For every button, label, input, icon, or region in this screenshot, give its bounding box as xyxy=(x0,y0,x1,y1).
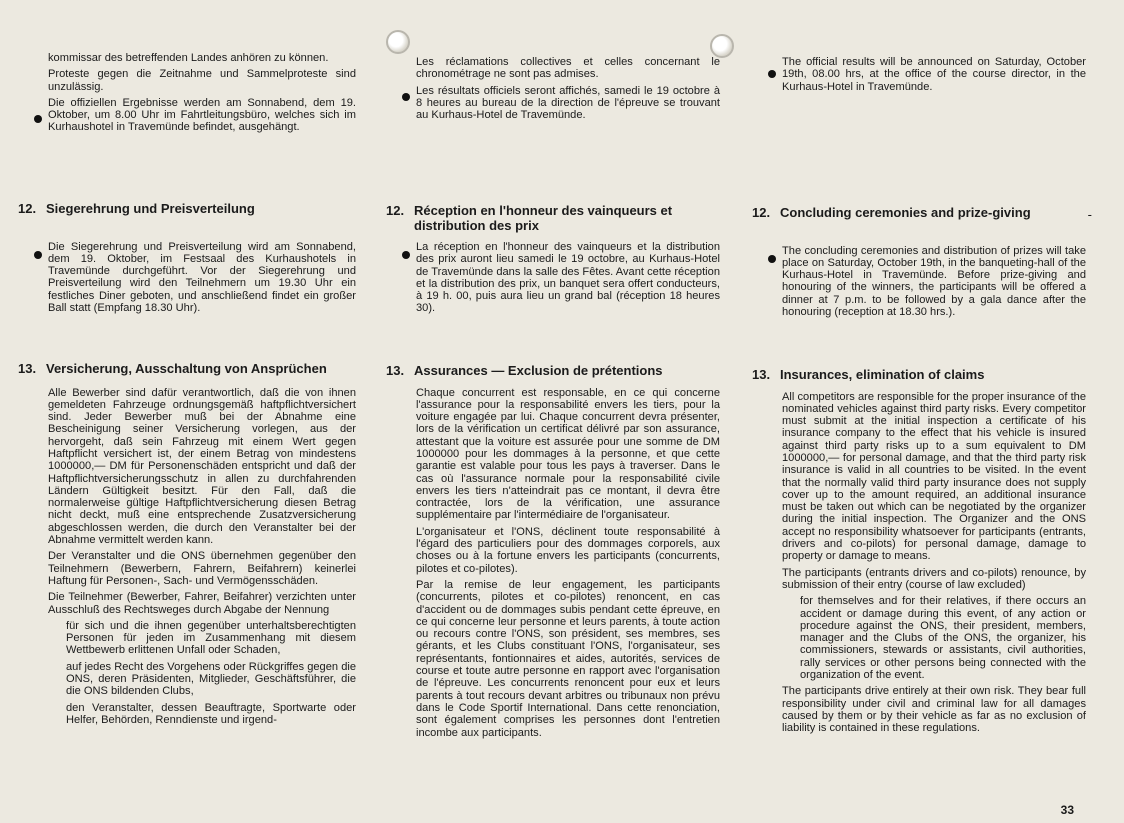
de-section-12 xyxy=(18,202,356,318)
fr-heading-12-num: 12. xyxy=(386,203,405,218)
fr-heading-13 xyxy=(386,364,720,379)
en-heading-13 xyxy=(752,368,1086,383)
fr-s13-p2: L'organisateur et l'ONS, déclinent toute responsabilité à l'égard des particuliers pour des dommages corporels, aux choses ou à la fortune envers les participants (concurrents, pilotes et co-pilotes). xyxy=(416,525,720,575)
en-s13-p4: The participants drive entirely at their own risk. They bear full responsibility under civil and criminal law for all damages caused by them or by their vehicle as far as no exclusion of liability is contained in these regulations. xyxy=(782,685,1086,735)
bullet-marker xyxy=(34,251,42,259)
de-s12-p1-text: Die Siegerehrung und Preisverteilung wird am Sonnabend, dem 19. Oktober, im Festsaal des Kurhaushotels in Travemünde durchgeführt. Vor der Siegerehrung und Preisverteilung wird den Teilnehmern um 19.30 Uhr ein festliches Diner geboten, und anschließend findet ein großer Ball statt (Empfang 18.30 Uhr). xyxy=(48,240,356,314)
en-top-p1 xyxy=(782,56,1086,93)
en-heading-12-dash: - xyxy=(1087,207,1092,222)
fr-s13-body xyxy=(386,387,720,739)
de-s13-body xyxy=(18,387,356,727)
en-s13-p3: for themselves and for their relatives, if there occurs an accident or damage during this event, of any action or procedure against the ONS, their president, members, manager and the Clubs of the ONS, the organizer, his commissioners, stewards or assistants, civil authorities, rally services or other persons being connected with the organization of the event. xyxy=(800,595,1086,682)
bullet-marker xyxy=(34,115,42,123)
de-heading-13-title: Versicherung, Ausschaltung von Ansprüchen xyxy=(46,361,327,376)
de-s13-p5: auf jedes Recht des Vorgehens oder Rückgriffes gegen die ONS, deren Präsidenten, Mitglieder, Geschäftsführer, die die ONS bildenden Clubs, xyxy=(66,660,356,698)
de-s13-p2: Der Veranstalter und die ONS übernehmen gegenüber den Teilnehmern (Bewerbern, Fahrern, Beifahrern) keinerlei Haftung für Personen-, Sach- und Vermögensschäden. xyxy=(48,550,356,587)
de-top-p2: Proteste gegen die Zeitnahme und Sammelproteste sind unzulässig. xyxy=(48,68,356,93)
fr-section-12 xyxy=(386,204,720,319)
de-s13-p4: für sich und die ihnen gegenüber unterhaltsberechtigten Personen für jeden im Zusammenhang mit diesem Wettbewerb erlittenen Unfall oder Schaden, xyxy=(66,619,356,657)
fr-s13-p3: Par la remise de leur engagement, les participants (concurrents, pilotes et co-pilotes) renoncent, en cas d'accident ou de dommages subis pendant cette épreuve, en ce qui concerne leur personne et leurs parents, à toute action ou recours contre l'ONS, son président, ses membres, ses gérants, et les Clubs constituant l'ONS, l'organisateur, ses représentants, fontionnaires et aides, autorités, services de course et toute autre personne en rapport avec l'organisation de l'épreuve. Les concurrents renoncent pour eux et leurs parents à tout recours devant arbitres ou tribunaux non prévu dans le Code Sportif International. Dans cette renonciation, sont également comprises les personnes dont l'entretien incombe aux participants. xyxy=(416,578,720,739)
fr-s12-body xyxy=(386,241,720,315)
de-s13-p6: den Veranstalter, dessen Beauftragte, Sportwarte oder Helfer, Behörden, Renndienste und irgend- xyxy=(66,701,356,726)
en-section-13 xyxy=(752,368,1086,739)
de-top-p1: kommissar des betreffenden Landes anhören zu können. xyxy=(48,52,329,64)
de-heading-13 xyxy=(18,362,356,377)
fr-heading-12 xyxy=(386,204,720,233)
page-number: 33 xyxy=(1060,803,1074,817)
fr-s12-p1-text: La réception en l'honneur des vainqueurs et la distribution des prix auront lieu samedi le 19 octobre, au Kurhaus-Hotel de Travemünde dans la salle des Fêtes. Avant cette réception et la distribution des prix, un banquet sera offert conducteurs, à 19 h. 00, puis aura lieu un grand bal (réception 18 heures 30). xyxy=(416,241,720,315)
de-s13-p1: Alle Bewerber sind dafür verantwortlich, daß die von ihnen gemeldeten Fahrzeuge ordnungsgemäß haftpflichtversichert sind. Jeder Bewerber muß bei der Abnahme eine Bescheinigung seiner Versicherung vorlegen, aus der hervorgeht, daß sein Fahrzeug mit einem Wert gegen Haftpflicht versichert ist, der einem Betrag von mindestens 1000000,— DM für Personenschäden entspricht und daß der Haftpflichtversicherungsschutz in allen zu durchfahrenden Ländern Gültigkeit besitzt. Für den Fall, daß die normalerweise gültige Haftpflichtversicherung diesen Betrag nicht deckt, muß eine entsprechende Zusatzversicherung abgeschlossen werden, die durch den Veranstalter bei der Abnahme vermittelt werden kann. xyxy=(48,386,356,547)
de-s12-body xyxy=(18,241,356,315)
de-top-p3 xyxy=(48,97,356,134)
en-heading-13-title: Insurances, elimination of claims xyxy=(780,367,985,382)
de-s13-p3: Die Teilnehmer (Bewerber, Fahrer, Beifahrer) verzichten unter Ausschluß des Rechtsweges durch Abgabe der Nennung xyxy=(48,591,356,616)
punch-hole-right xyxy=(710,34,734,58)
en-s13-body xyxy=(752,391,1086,735)
fr-top-p2-text: Les résultats officiels seront affichés, samedi le 19 octobre à 8 heures au bureau de la direction de l'épreuve se trouvant au Kurhaus-Hotel de Travemünde. xyxy=(416,84,720,122)
fr-s13-p1: Chaque concurrent est responsable, en ce qui concerne l'assurance pour la responsabilité envers les tiers, pour la voiture engagée par lui. Chaque concurrent devra présenter, lors de la vérification un certificat délivré par son assurance, attestant que la voiture est assurée pour une somme de DM 1000000 pour les dommages à la personne, et que cette garantie est valable pour tous les pays à traverser. Dans le cas où l'assurance normale pour la responsabilité civile envers les tiers n'atteindrait pas ce montant, il devra être contractée, lors de la vérification, une assurance supplémentaire par l'intermédiaire de l'organisateur. xyxy=(416,386,720,522)
de-s12-p1 xyxy=(48,241,356,315)
fr-s12-p1 xyxy=(416,241,720,315)
en-heading-12-title: Concluding ceremonies and prize-giving xyxy=(780,205,1031,220)
de-heading-12-num: 12. xyxy=(18,201,37,216)
fr-top-section xyxy=(386,56,720,125)
bullet-marker xyxy=(402,251,410,259)
fr-heading-13-title: Assurances — Exclusion de prétentions xyxy=(414,363,663,378)
de-heading-12-title: Siegerehrung und Preisverteilung xyxy=(46,201,255,216)
en-heading-12 xyxy=(752,205,1092,222)
fr-top-p2 xyxy=(416,85,720,122)
fr-section-13 xyxy=(386,364,720,743)
de-section-13 xyxy=(18,362,356,730)
bullet-marker xyxy=(402,93,410,101)
punch-hole-left xyxy=(386,30,410,54)
fr-top-p1: Les réclamations collectives et celles concernant le chronométrage ne sont pas admises. xyxy=(416,56,720,81)
fr-heading-12-title: Réception en l'honneur des vainqueurs et distribution des prix xyxy=(414,203,673,233)
en-s13-p2: The participants (entrants drivers and co-pilots) renounce, by submission of their entry (course of law excluded) xyxy=(782,566,1086,591)
de-heading-12 xyxy=(18,202,356,217)
en-top-p1-text: The official results will be announced on Saturday, October 19th, 08.00 hrs, at the office of the course director, in the Kurhaus-Hotel in Travemünde. xyxy=(782,56,1086,93)
en-s12-p1-text: The concluding ceremonies and distribution of prizes will take place on Saturday, October 19th, in the banqueting-hall of the Kurhaus-Hotel in Travemünde. Before prize-giving and honouring of the winners, the participants will be offered a dinner at 7 p.m. to be followed by a gala dance after the honouring (reception at 18.30 hrs.). xyxy=(782,244,1086,318)
en-s12-body xyxy=(752,245,1086,319)
de-heading-13-num: 13. xyxy=(18,361,37,376)
en-heading-12-num: 12. xyxy=(752,205,771,220)
en-heading-13-num: 13. xyxy=(752,367,771,382)
bullet-marker xyxy=(768,70,776,78)
en-s12-p1 xyxy=(782,245,1086,319)
bullet-marker xyxy=(768,255,776,263)
de-top-p3-text: Die offiziellen Ergebnisse werden am Sonnabend, dem 19. Oktober, um 8.00 Uhr im Fahrtleitungsbüro, welches sich im Kurhaushotel in Travemünde befindet, ausgehängt. xyxy=(48,96,356,134)
fr-heading-13-num: 13. xyxy=(386,363,405,378)
en-section-12 xyxy=(752,205,1092,322)
en-top-section xyxy=(752,56,1086,97)
en-s13-p1: All competitors are responsible for the proper insurance of the nominated vehicles against third party risks. Every competitor must submit at the initial inspection a certificate of his insurance company to the effect that his vehicle is insured against third party risks up to a sum equivalent to DM 1000000,— for personal damage, and that the third party risk insurance is valid in all countries to be visited. In the event that the normally valid third party insurance does not supply cover up to the amount required, an additional insurance must be taken out which can be negotiated by the organizer during the initial inspection. The Organizer and the ONS accept no responsibility whatsoever for participants (entrants, drivers and co-pilots) for personal damage, damage to property or damage to means. xyxy=(782,390,1086,563)
de-top-section xyxy=(18,52,356,138)
